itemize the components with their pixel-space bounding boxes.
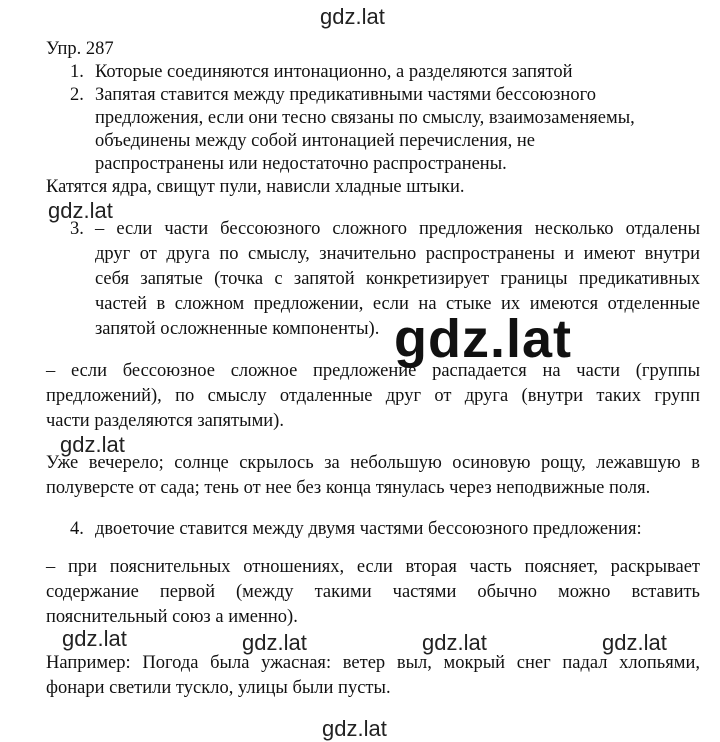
watermark-top: gdz.lat <box>320 4 385 29</box>
example-3-line: фонари светили тускло, улицы были пусты. <box>46 678 391 698</box>
item-1-number: 1. <box>70 62 84 82</box>
item-3-line: – если части бессоюзного сложного предложения несколько отдалены <box>95 219 700 239</box>
item-2-line: распространены или недостаточно распространены. <box>95 154 507 174</box>
item-3-line: себя запятые (точка с запятой конкретизирует границы предикативных <box>95 269 700 289</box>
paragraph-3b-line: предложений), по смыслу отдаленные друг от друга (внутри таких групп <box>46 386 700 406</box>
exercise-title: Упр. 287 <box>46 39 114 59</box>
watermark-left-2: gdz.lat <box>60 432 125 457</box>
watermark-bottom-1: gdz.lat <box>62 626 127 651</box>
paragraph-3b-line: части разделяются запятыми). <box>46 411 284 431</box>
watermark-bottom-2: gdz.lat <box>242 630 307 655</box>
item-4-number: 4. <box>70 519 84 539</box>
watermark-bottom-4: gdz.lat <box>602 630 667 655</box>
watermark-footer: gdz.lat <box>322 716 387 741</box>
example-1: Катятся ядра, свищут пули, нависли хладные штыки. <box>46 177 465 197</box>
item-2-number: 2. <box>70 85 84 105</box>
example-2-line: Уже вечерело; солнце скрылось за небольшую осиновую рощу, лежавшую в <box>46 453 700 473</box>
example-3-line: Например: Погода была ужасная: ветер выл, мокрый снег падал хлопьями, <box>46 653 700 673</box>
item-3-number: 3. <box>70 219 84 239</box>
paragraph-4b-line: содержание первой (между такими частями обычно можно вставить <box>46 582 700 602</box>
item-3-line: частей в сложном предложении, если на стыке их имеются отделенные <box>95 294 700 314</box>
item-3-line: запятой осложненные компоненты). <box>95 319 380 339</box>
watermark-large: gdz.lat <box>394 309 572 369</box>
paragraph-3b-line: – если бессоюзное сложное предложение распадается на части (группы <box>46 361 700 381</box>
item-2-line: предложения, если они тесно связаны по смыслу, взаимозаменяемы, <box>95 108 635 128</box>
item-4-line: двоеточие ставится между двумя частями бессоюзного предложения: <box>95 519 642 539</box>
example-2-line: полуверсте от сада; тень от нее без конца тянулась через неподвижные поля. <box>46 478 651 498</box>
paragraph-4b-line: – при пояснительных отношениях, если вторая часть поясняет, раскрывает <box>46 557 700 577</box>
item-2-line: Запятая ставится между предикативными частями бессоюзного <box>95 85 596 105</box>
item-1-line: Которые соединяются интонационно, а разделяются запятой <box>95 62 573 82</box>
watermark-bottom-3: gdz.lat <box>422 630 487 655</box>
paragraph-4b-line: пояснительный союз а именно). <box>46 607 298 627</box>
item-3-line: друг от друга по смыслу, значительно распространены и имеют внутри <box>95 244 700 264</box>
watermark-left-1: gdz.lat <box>48 198 113 223</box>
item-2-line: объединены между собой интонацией перечисления, не <box>95 131 535 151</box>
